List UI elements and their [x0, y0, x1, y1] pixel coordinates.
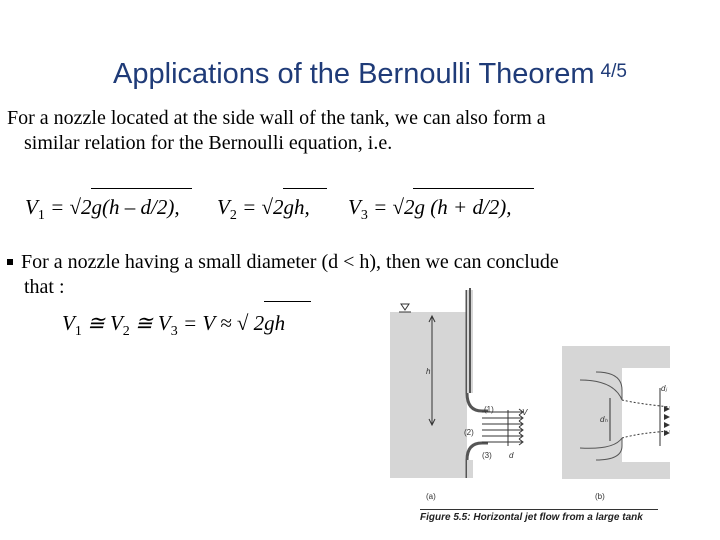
v3-subscript: 3 [360, 208, 368, 224]
intro-paragraph [7, 106, 707, 156]
eq2-tail: = V ≈ √ 2gh [177, 311, 286, 335]
eq2-radical-bar [264, 301, 311, 302]
v3-expression: = √2g (h + d/2), [367, 195, 512, 219]
eq2-op1: ≅ [81, 311, 110, 335]
label-point-3: (3) [482, 451, 492, 460]
equation-conclusion [62, 311, 285, 340]
intro-line-1: For a nozzle located at the side wall of the tank, we can also form a [7, 107, 546, 129]
bullet-line-1: For a nozzle having a small diameter (d < h), then we can conclude [21, 251, 559, 273]
eq2-s3: 3 [170, 324, 178, 340]
label-velocity: V [522, 408, 528, 417]
figure-caption [420, 512, 643, 523]
v2-subscript: 2 [229, 208, 237, 224]
equation-v2 [217, 195, 310, 224]
figure-b-nozzle [562, 346, 670, 479]
slide-page-number: 4/5 [600, 61, 627, 82]
eq2-s2: 2 [122, 324, 130, 340]
v1-radical-bar [91, 188, 192, 189]
v2-symbol: V [217, 195, 230, 219]
figure-a-tank [390, 288, 523, 478]
bullet-line-2: that : [24, 276, 65, 298]
label-h: h [426, 367, 431, 376]
caption-rule [420, 509, 658, 510]
label-point-1: (1) [484, 405, 494, 414]
v2-expression: = √2gh, [236, 195, 310, 219]
label-sub-b: (b) [595, 492, 605, 501]
eq2-op2: ≅ [129, 311, 158, 335]
v1-symbol: V [25, 195, 38, 219]
label-dh: dₕ [600, 415, 608, 424]
eq2-v3: V [157, 311, 171, 335]
eq2-v2: V [109, 311, 123, 335]
v3-symbol: V [348, 195, 361, 219]
eq2-s1: 1 [74, 324, 82, 340]
bullet-marker [7, 259, 13, 265]
equation-v3 [348, 195, 512, 224]
label-dj: dⱼ [661, 384, 667, 393]
label-point-2: (2) [464, 428, 474, 437]
label-diameter: d [509, 451, 514, 460]
label-sub-a: (a) [426, 492, 436, 501]
nozzle-figure [370, 288, 670, 533]
figure-caption-text: Figure 5.5: Horizontal jet flow from a large tank [420, 512, 643, 523]
eq2-v1: V [62, 311, 75, 335]
v3-radical-bar [413, 188, 534, 189]
equation-v1 [25, 195, 180, 224]
slide-title [0, 58, 720, 91]
v1-subscript: 1 [37, 208, 45, 224]
v1-expression: = √2g(h – d/2), [44, 195, 180, 219]
v2-radical-bar [283, 188, 327, 189]
intro-line-2: similar relation for the Bernoulli equation, i.e. [24, 132, 393, 154]
slide-title-text: Applications of the Bernoulli Theorem [113, 58, 595, 90]
